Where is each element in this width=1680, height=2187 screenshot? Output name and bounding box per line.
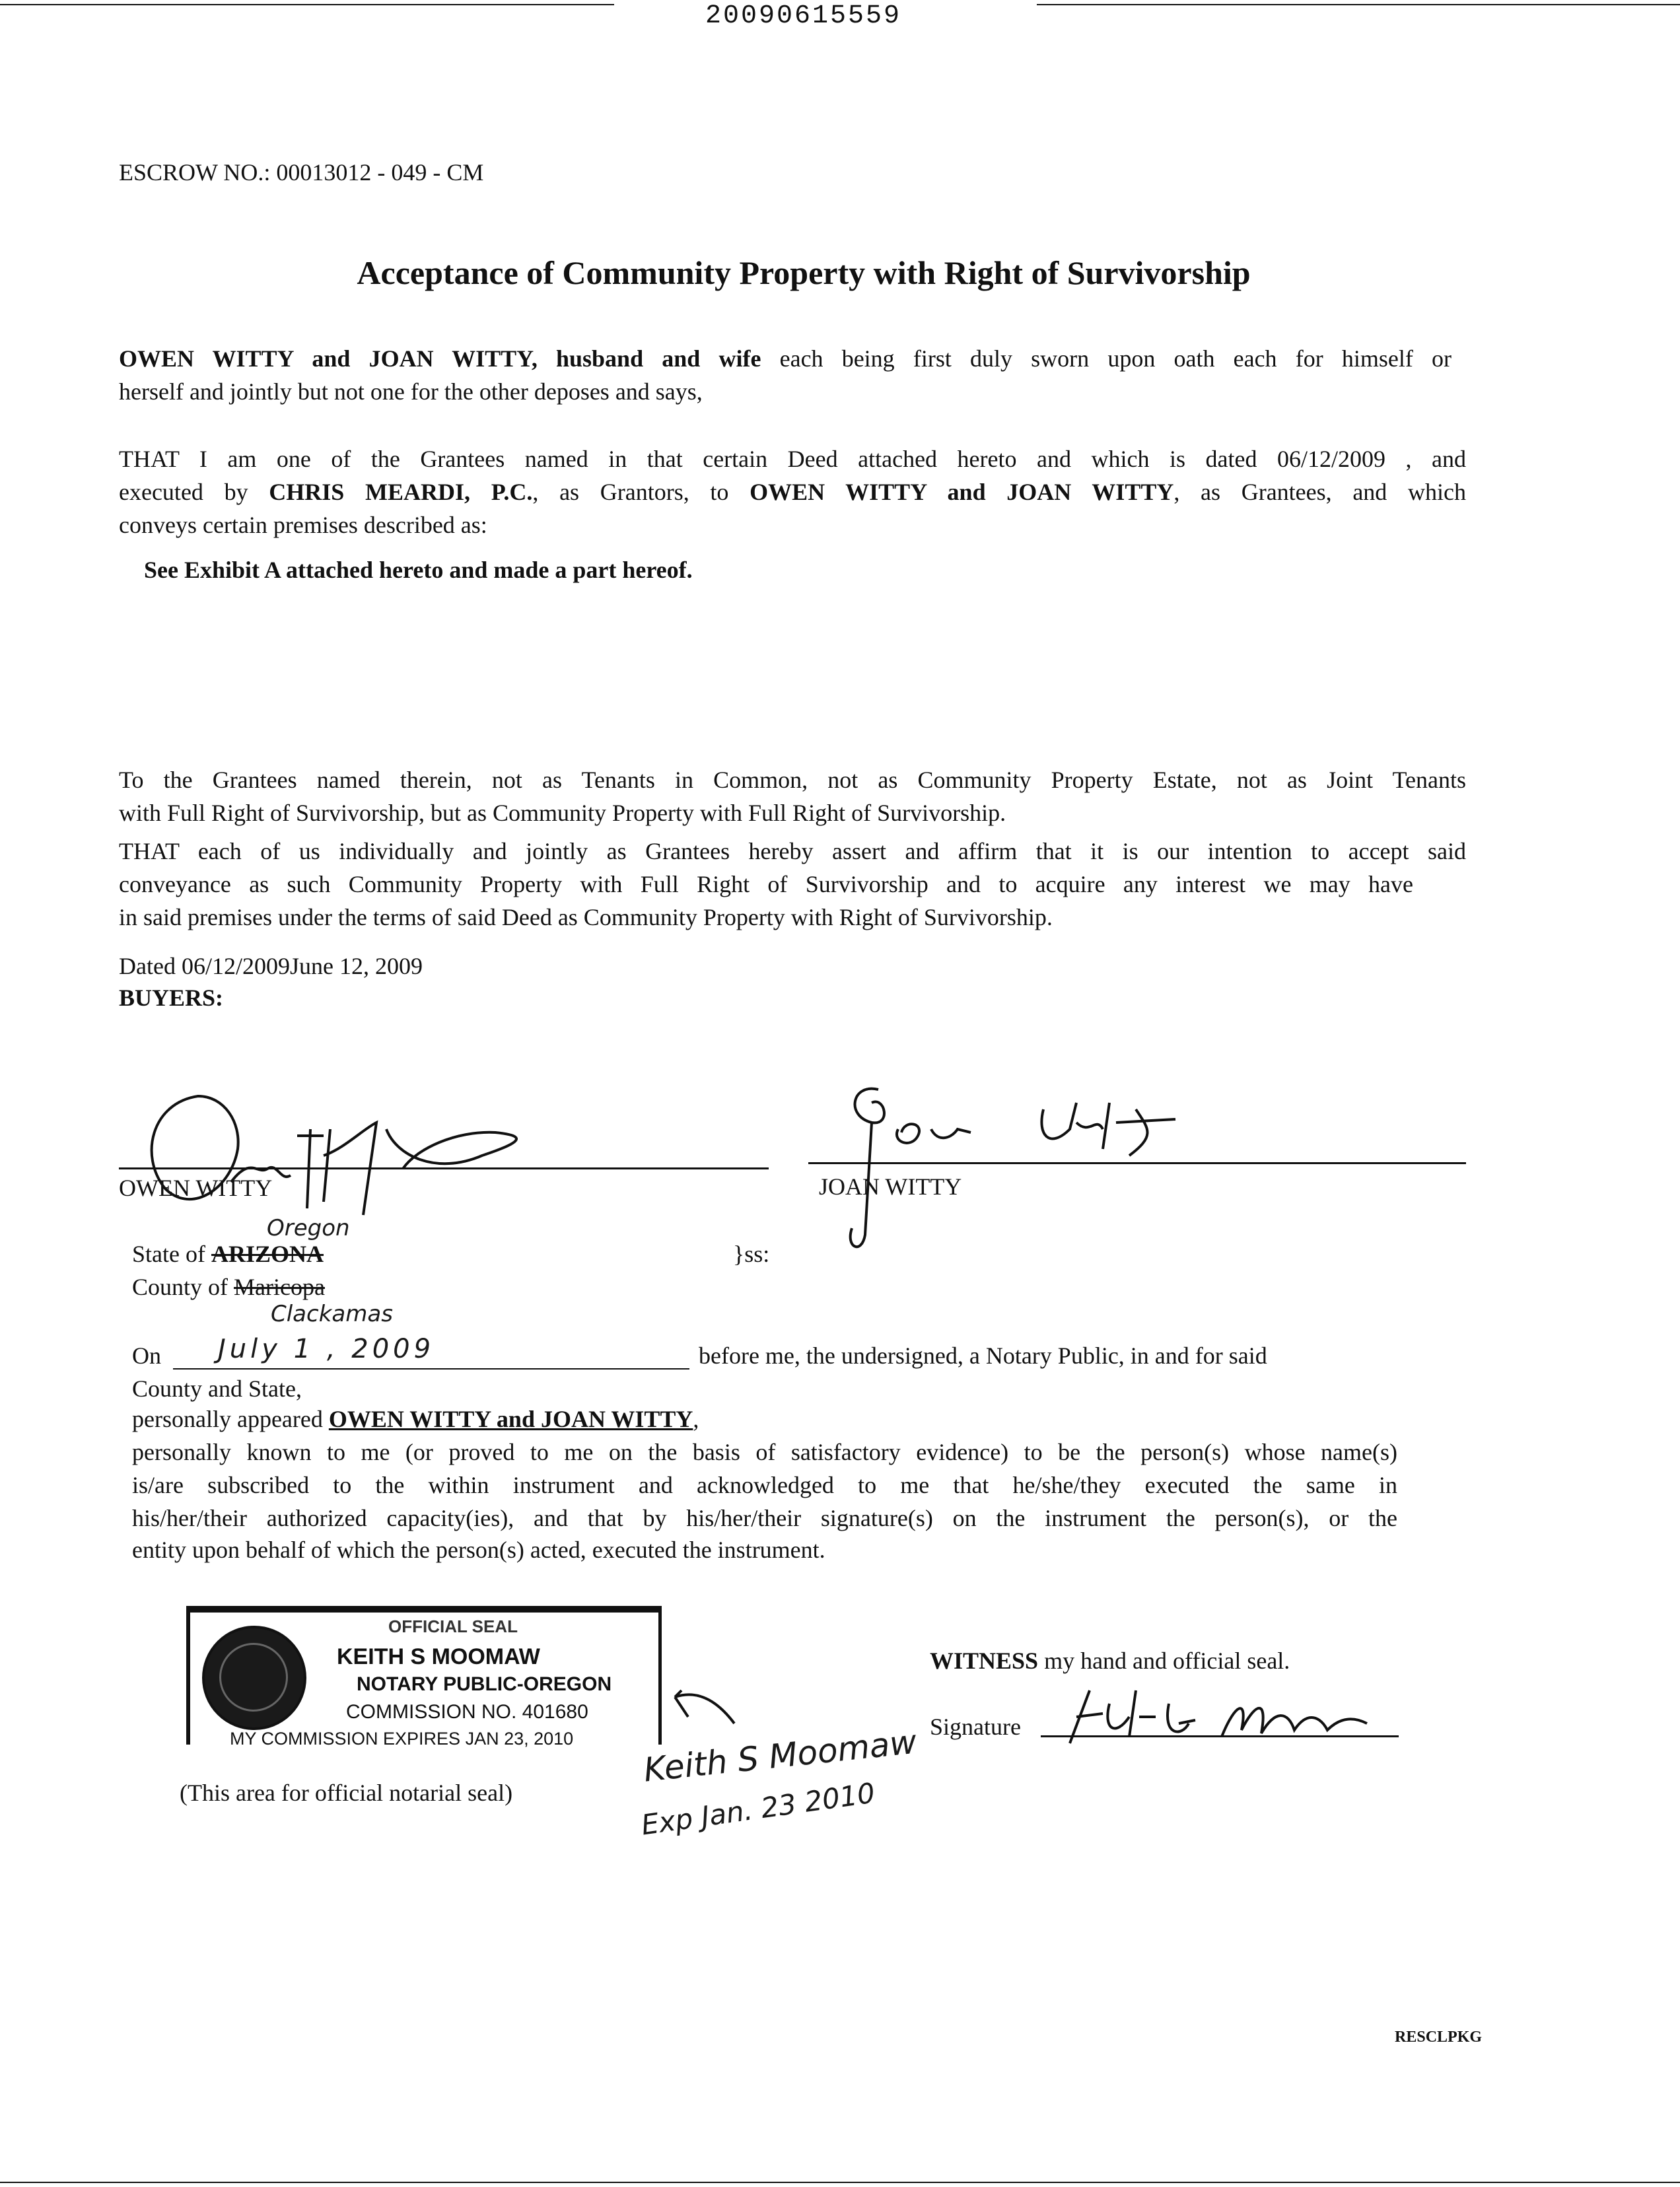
seal-area-caption: (This area for official notarial seal) (180, 1780, 513, 1806)
scan-top-line-right (1037, 4, 1680, 5)
ack-line-5: is/are subscribed to the within instrument and acknowledged to me that he/she/they executed the same in (132, 1472, 1397, 1498)
escrow-number: ESCROW NO.: 00013012 - 049 - CM (119, 159, 484, 186)
witness-rest: my hand and official seal. (1038, 1648, 1290, 1674)
seal-notary-state: NOTARY PUBLIC-OREGON (357, 1673, 612, 1695)
date-line (173, 1368, 689, 1370)
arrow-icon (668, 1684, 741, 1730)
seal-commission-number: COMMISSION NO. 401680 (346, 1701, 588, 1723)
ss-marker: }ss: (733, 1241, 770, 1267)
state-label: State of (132, 1241, 205, 1267)
county-struck: Maricopa (234, 1274, 325, 1300)
county-handwritten: Clackamas (271, 1301, 393, 1327)
state-line (132, 1237, 324, 1270)
tenancy-line-5: in said premises under the terms of said Deed as Community Property with Right of Survivorship. (119, 904, 1053, 930)
seal-emblem-ring (219, 1643, 288, 1712)
exhibit-reference: See Exhibit A attached hereto and made a part hereof. (144, 557, 693, 583)
appeared-names: OWEN WITTY and JOAN WITTY (328, 1406, 693, 1432)
signer-name-left: OWEN WITTY (119, 1175, 273, 1201)
intro-line-1-rest: each being first duly sworn upon oath each for himself or (779, 345, 1452, 372)
state-handwritten: Oregon (267, 1215, 350, 1241)
ack-line-7: entity upon behalf of which the person(s) acted, executed the instrument. (132, 1537, 825, 1563)
signature-label: Signature (930, 1714, 1021, 1740)
ack-line-4: personally known to me (or proved to me on the basis of satisfactory evidence) to be the person(s) whose name(s) (132, 1439, 1397, 1465)
state-struck: ARIZONA (211, 1241, 324, 1267)
seal-notary-name: KEITH S MOOMAW (337, 1644, 540, 1669)
deed-line-2-c: , as Grantees, and which (1173, 479, 1466, 505)
dated-line: Dated 06/12/2009June 12, 2009 (119, 953, 423, 979)
joan-witty-signature (825, 1076, 1235, 1274)
notary-seal-stamp (186, 1606, 662, 1749)
deed-line-3: conveys certain premises described as: (119, 512, 487, 538)
intro-line-1 (119, 342, 1452, 375)
county-label: County of (132, 1274, 228, 1300)
witness-bold: WITNESS (930, 1648, 1039, 1674)
grantee-names: OWEN WITTY and JOAN WITTY (750, 479, 1174, 505)
grantor-name: CHRIS MEARDI, P.C. (269, 479, 533, 505)
signer-name-right: JOAN WITTY (819, 1173, 962, 1200)
buyers-label: BUYERS: (119, 985, 224, 1011)
witness-line (930, 1644, 1290, 1677)
appeared-comma: , (693, 1406, 699, 1432)
tenancy-line-1: To the Grantees named therein, not as Tenants in Common, not as Community Property Estate, not as Joint Tenants (119, 767, 1466, 793)
appeared-label: personally appeared (132, 1406, 329, 1432)
document-title: Acceptance of Community Property with Right of Survivorship (357, 254, 1251, 291)
seal-title: OFFICIAL SEAL (388, 1616, 518, 1636)
tenancy-line-4: conveyance as such Community Property with Full Right of Survivorship and to acquire any interest we may have (119, 871, 1413, 897)
deed-line-2 (119, 475, 1466, 508)
seal-expiration: MY COMMISSION EXPIRES JAN 23, 2010 (230, 1729, 574, 1749)
ack-line-2: County and State, (132, 1375, 302, 1402)
deed-line-2-b: , as Grantors, to (532, 479, 750, 505)
ack-line-1-rest: before me, the undersigned, a Notary Public, in and for said (699, 1342, 1267, 1369)
document-number: 20090615559 (705, 1, 902, 31)
tenancy-line-3: THAT each of us individually and jointly as Grantees hereby assert and affirm that it is our intention to accept said (119, 838, 1466, 864)
acknowledgment-date-handwritten: July 1 , 2009 (218, 1334, 435, 1364)
notary-signature (1063, 1677, 1407, 1750)
ack-line-6: his/her/their authorized capacity(ies), and that by his/her/their signature(s) on the instrument the person(s), or the (132, 1505, 1397, 1531)
county-line (132, 1270, 325, 1303)
ack-line-3 (132, 1403, 699, 1436)
scan-top-line-left (0, 4, 614, 5)
on-label: On (132, 1342, 161, 1369)
intro-line-2: herself and jointly but not one for the other deposes and says, (119, 378, 703, 405)
owen-witty-signature (125, 1057, 588, 1228)
parties-bold: OWEN WITTY and JOAN WITTY, husband and wife (119, 345, 761, 372)
tenancy-line-2: with Full Right of Survivorship, but as Community Property with Full Right of Survivorship. (119, 800, 1006, 826)
scan-bottom-line (0, 2182, 1680, 2183)
handwritten-notary-name: Keith S Moomaw (642, 1722, 919, 1789)
deed-line-1: THAT I am one of the Grantees named in that certain Deed attached hereto and which is dated 06/12/2009 , and (119, 446, 1466, 472)
handwritten-notary-expiration: Exp Jan. 23 2010 (639, 1776, 877, 1842)
deed-line-2-a: executed by (119, 479, 269, 505)
footer-code: RESCLPKG (1395, 2029, 1483, 2046)
